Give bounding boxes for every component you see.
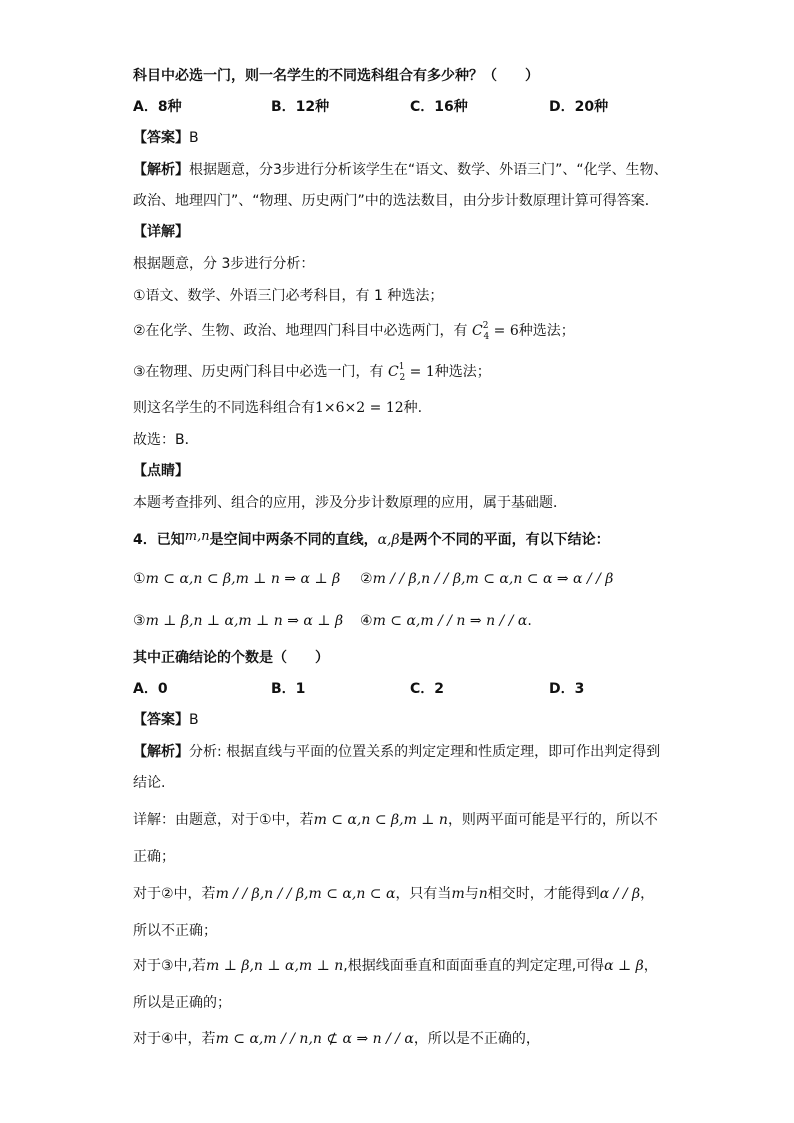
q4-detail-4 <box>133 1029 540 1049</box>
q4-conclusion-4 <box>360 611 532 631</box>
q3-total <box>133 398 422 418</box>
answer-value: B <box>189 712 199 728</box>
conclusion-math: m ⊂ α,n ⊂ β,m ⊥ n ⇒ α ⊥ β <box>145 571 341 587</box>
stem-math-mn: m,n <box>184 529 210 544</box>
q4-stem <box>133 530 610 551</box>
conclusion-math: m ⊥ β,n ⊥ α,m ⊥ n ⇒ α ⊥ β <box>145 613 344 629</box>
step3-text: ③在物理、历史两门科目中必选一门，有 <box>133 364 384 380</box>
q4-detail-2 <box>133 884 654 904</box>
q3-step1: ①语文、数学、外语三门必考科目，有 1 种选法； <box>133 288 444 304</box>
stem-text: 4．已知 <box>133 532 185 548</box>
q3-detail-label: 【详解】 <box>133 224 189 240</box>
q4-conclusion-1 <box>133 569 340 589</box>
analysis-text: 根据题意，分3步进行分析该学生在“语文、数学、外语三门”、“化学、生物、 <box>189 162 668 178</box>
q4-detail-2-cont: 所以不正确； <box>133 923 217 939</box>
q4-detail-1 <box>133 810 658 830</box>
detail-math: m ⊥ β,n ⊥ α,m ⊥ n <box>206 958 344 974</box>
detail-math: n <box>478 886 488 902</box>
conclusion-math: m / / β,n / / β,m ⊂ α,n ⊂ α ⇒ α / / β <box>372 571 614 587</box>
detail-text: ,根据线面垂直和面面垂直的判定定理,可得 <box>343 958 605 974</box>
detail-text: ，则两平面可能是平行的，所以不 <box>447 812 658 828</box>
q3-option-d: D．20种 <box>549 99 609 115</box>
analysis-label: 【解析】 <box>133 162 189 178</box>
q4-option-d: D．3 <box>549 681 585 697</box>
conclusion-math: m ⊂ α,m / / n ⇒ n / / α <box>372 613 528 629</box>
circled-number: ② <box>360 571 373 587</box>
answer-value: B <box>189 130 199 146</box>
q4-conclusion-2 <box>360 569 613 589</box>
combination-symbol: C <box>472 323 483 339</box>
q4-option-c: C．2 <box>410 681 445 697</box>
analysis-label: 【解析】 <box>133 744 189 760</box>
detail-text: ， <box>640 886 655 902</box>
q3-analysis-line2: 政治、地理四门”、“物理、历史两门”中的选法数目，由分步计数原理计算可得答案． <box>133 193 659 209</box>
conclusion-end: . <box>527 613 532 629</box>
analysis-text: 分析: 根据直线与平面的位置关系的判定定理和性质定理，即可作出判定得到 <box>189 744 661 760</box>
detail-text: 与 <box>464 886 479 902</box>
answer-label: 【答案】 <box>133 712 189 728</box>
detail-text: ，所以是不正确的， <box>413 1031 540 1047</box>
detail-math: m / / β,n / / β,m ⊂ α,n ⊂ α <box>215 886 396 902</box>
detail-math: m <box>451 886 465 902</box>
combination-value: = 6 <box>489 323 519 339</box>
q4-option-b: B．1 <box>271 681 306 697</box>
detail-text: 详解：由题意，对于①中，若 <box>133 812 314 828</box>
q4-answer <box>133 710 199 730</box>
detail-text: ，只有当 <box>395 886 452 902</box>
detail-text: 对于④中，若 <box>133 1031 216 1047</box>
circled-number: ④ <box>360 613 373 629</box>
combination-sup: 2 <box>482 321 489 331</box>
q4-detail-3 <box>133 956 658 976</box>
circled-number: ① <box>133 571 146 587</box>
combination-sub: 4 <box>483 332 490 342</box>
q4-detail-3-cont: 所以是正确的； <box>133 995 231 1011</box>
step2-text: ②在化学、生物、政治、地理四门科目中必选两门，有 <box>133 323 468 339</box>
q3-option-c: C．16种 <box>410 99 468 115</box>
q3-comment: 本题考查排列、组合的应用，涉及分步计数原理的应用，属于基础题． <box>133 495 567 511</box>
total-text: 则这名学生的不同选科组合有 <box>133 400 315 416</box>
combination-value: = 1 <box>405 364 435 380</box>
total-end: 种. <box>403 400 423 416</box>
q4-detail-1-cont: 正确； <box>133 849 175 865</box>
detail-math: m ⊂ α,m / / n,n ⊄ α ⇒ n / / α <box>215 1031 414 1047</box>
q3-step2 <box>133 321 575 343</box>
q4-option-a: A．0 <box>133 681 168 697</box>
q3-option-b: B．12种 <box>271 99 330 115</box>
q3-detail-intro: 根据题意，分 3步进行分析： <box>133 256 315 272</box>
stem-text: 是空间中两条不同的直线， <box>209 532 378 548</box>
q3-step3 <box>133 362 491 384</box>
detail-text: 对于②中，若 <box>133 886 216 902</box>
q4-analysis-line1 <box>133 742 660 762</box>
detail-text: ， <box>643 958 658 974</box>
detail-math: α / / β <box>599 886 641 902</box>
circled-number: ③ <box>133 613 146 629</box>
step2-end: 种选法； <box>518 323 575 339</box>
q3-comment-label: 【点睛】 <box>133 463 189 479</box>
detail-text: 相交时，才能得到 <box>487 886 600 902</box>
combination-symbol: C <box>388 364 399 380</box>
detail-text: 对于③中,若 <box>133 958 207 974</box>
q3-analysis-line1 <box>133 160 668 180</box>
step3-end: 种选法； <box>434 364 491 380</box>
stem-text: 是两个不同的平面，有以下结论： <box>399 532 610 548</box>
q3-choose: 故选：B． <box>133 432 199 448</box>
combination-sup: 1 <box>398 362 405 372</box>
q4-conclusion-3 <box>133 611 343 631</box>
detail-math: m ⊂ α,n ⊂ β,m ⊥ n <box>313 812 448 828</box>
q3-answer <box>133 128 199 148</box>
q3-option-a: A．8种 <box>133 99 182 115</box>
q4-analysis-line2: 结论. <box>133 775 166 791</box>
answer-label: 【答案】 <box>133 130 189 146</box>
q4-question: 其中正确结论的个数是（ ） <box>133 650 329 666</box>
q3-stem: 科目中必选一门，则一名学生的不同选科组合有多少种？（ ） <box>133 68 539 84</box>
total-expression: 1×6×2 = 12 <box>315 400 404 416</box>
stem-math-ab: α,β <box>377 532 400 548</box>
detail-math: α ⊥ β <box>604 958 644 974</box>
combination-sub: 2 <box>399 373 406 383</box>
